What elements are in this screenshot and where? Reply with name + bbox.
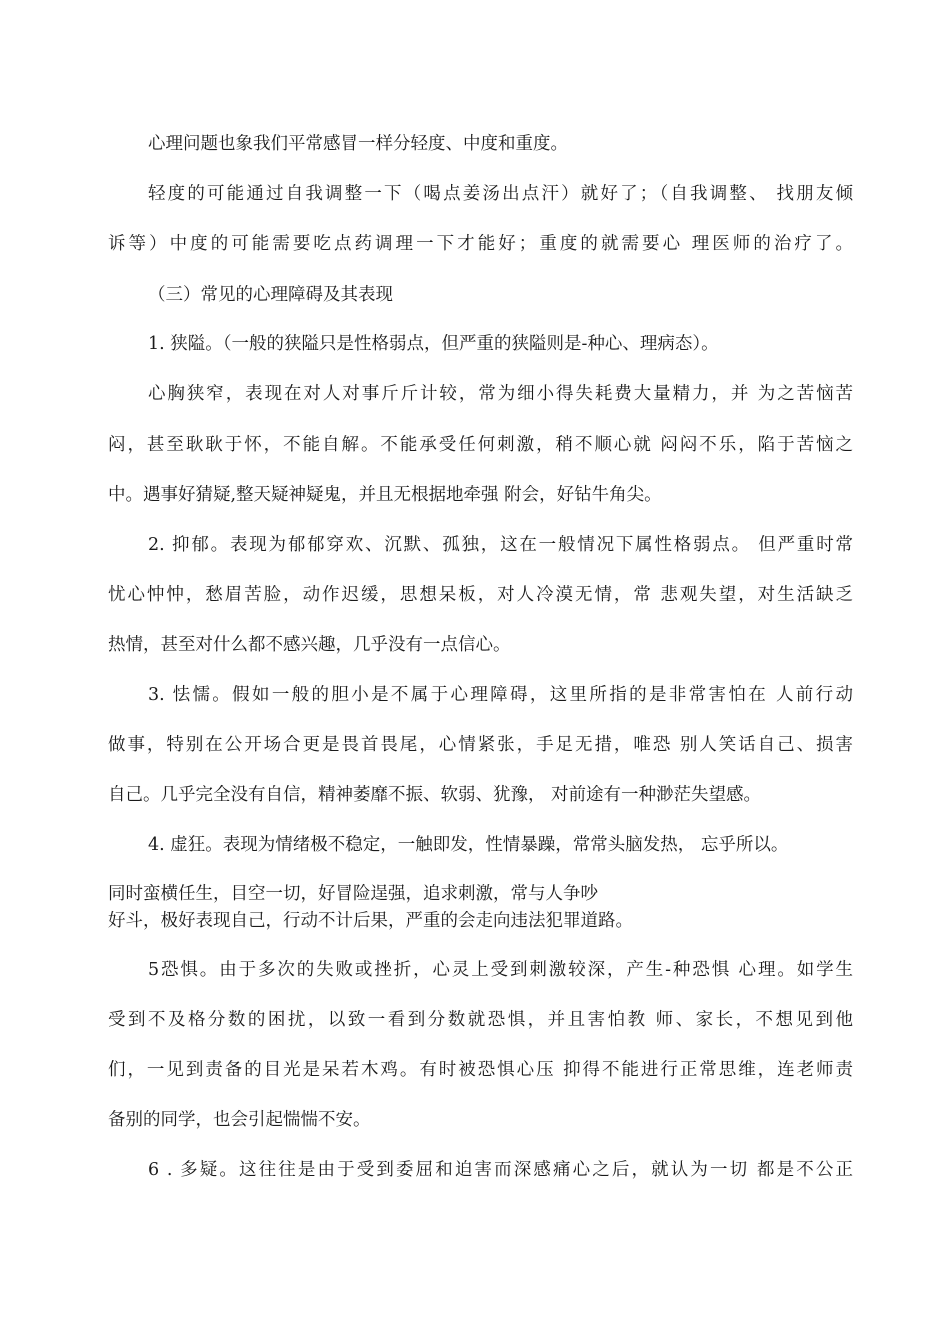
- paragraph-line: 好斗，极好表现自己，行动不计后果，严重的会走向违法犯罪道路。: [108, 911, 633, 931]
- paragraph-line: 同时蛮横任生，目空一切，好冒险逞强，追求刺激，常与人争吵: [108, 884, 598, 904]
- paragraph-line: 心理问题也象我们平常感冒一样分轻度、中度和重度。: [148, 134, 568, 154]
- paragraph-line: 3. 怯懦。假如一般的胆小是不属于心理障碍，这里所指的是非常害怕在 人前行动: [148, 685, 853, 705]
- paragraph-line: 受到不及格分数的困扰，以致一看到分数就恐惧，并且害怕教 师、家长，不想见到他: [108, 1010, 853, 1030]
- paragraph-line: 4. 虚狂。表现为情绪极不稳定，一触即发，性情暴躁，常常头脑发热， 忘乎所以。: [148, 835, 789, 855]
- section-heading: （三）常见的心理障碍及其表现: [148, 285, 393, 305]
- paragraph-line: 6 . 多疑。这往往是由于受到委屈和迫害而深感痛心之后，就认为一切 都是不公正: [148, 1160, 853, 1180]
- paragraph-line: 中。遇事好猜疑,整天疑神疑鬼，并且无根据地牵强 附会，好钻牛角尖。: [108, 485, 662, 505]
- paragraph-line: 闷，甚至耿耿于怀，不能自解。不能承受任何刺激，稍不顺心就 闷闷不乐，陷于苦恼之: [108, 435, 853, 455]
- paragraph-line: 们，一见到责备的目光是呆若木鸡。有时被恐惧心压 抑得不能进行正常思维，连老师责: [108, 1060, 853, 1080]
- paragraph-line: 备别的同学，也会引起惴惴不安。: [108, 1110, 371, 1130]
- paragraph-line: 自己。几乎完全没有自信，精神萎靡不振、软弱、犹豫， 对前途有一种渺茫失望感。: [108, 785, 762, 805]
- paragraph-line: 5恐惧。由于多次的失败或挫折，心灵上受到刺激较深，产生-种恐惧 心理。如学生: [148, 960, 853, 980]
- paragraph-line: 1. 狭隘。（一般的狭隘只是性格弱点，但严重的狭隘则是-种心、理病态）。: [148, 334, 719, 354]
- paragraph-line: 做事，特别在公开场合更是畏首畏尾，心情紧张，手足无措，唯恐 别人笑话自己、损害: [108, 735, 853, 755]
- paragraph-line: 2. 抑郁。表现为郁郁穿欢、沉默、孤独，这在一般情况下属性格弱点。 但严重时常: [148, 535, 853, 555]
- paragraph-line: 轻度的可能通过自我调整一下（喝点姜汤出点汗）就好了；（自我调整、 找朋友倾: [148, 184, 853, 204]
- paragraph-line: 热情，甚至对什么都不感兴趣，几乎没有一点信心。: [108, 635, 511, 655]
- paragraph-line: 忧心忡忡，愁眉苦脸，动作迟缓，思想呆板，对人冷漠无情，常 悲观失望，对生活缺乏: [108, 585, 853, 605]
- paragraph-line: 心胸狭窄，表现在对人对事斤斤计较，常为细小得失耗费大量精力，并 为之苦恼苦: [148, 384, 853, 404]
- paragraph-line: 诉等）中度的可能需要吃点药调理一下才能好；重度的就需要心 理医师的治疗了。: [108, 234, 853, 254]
